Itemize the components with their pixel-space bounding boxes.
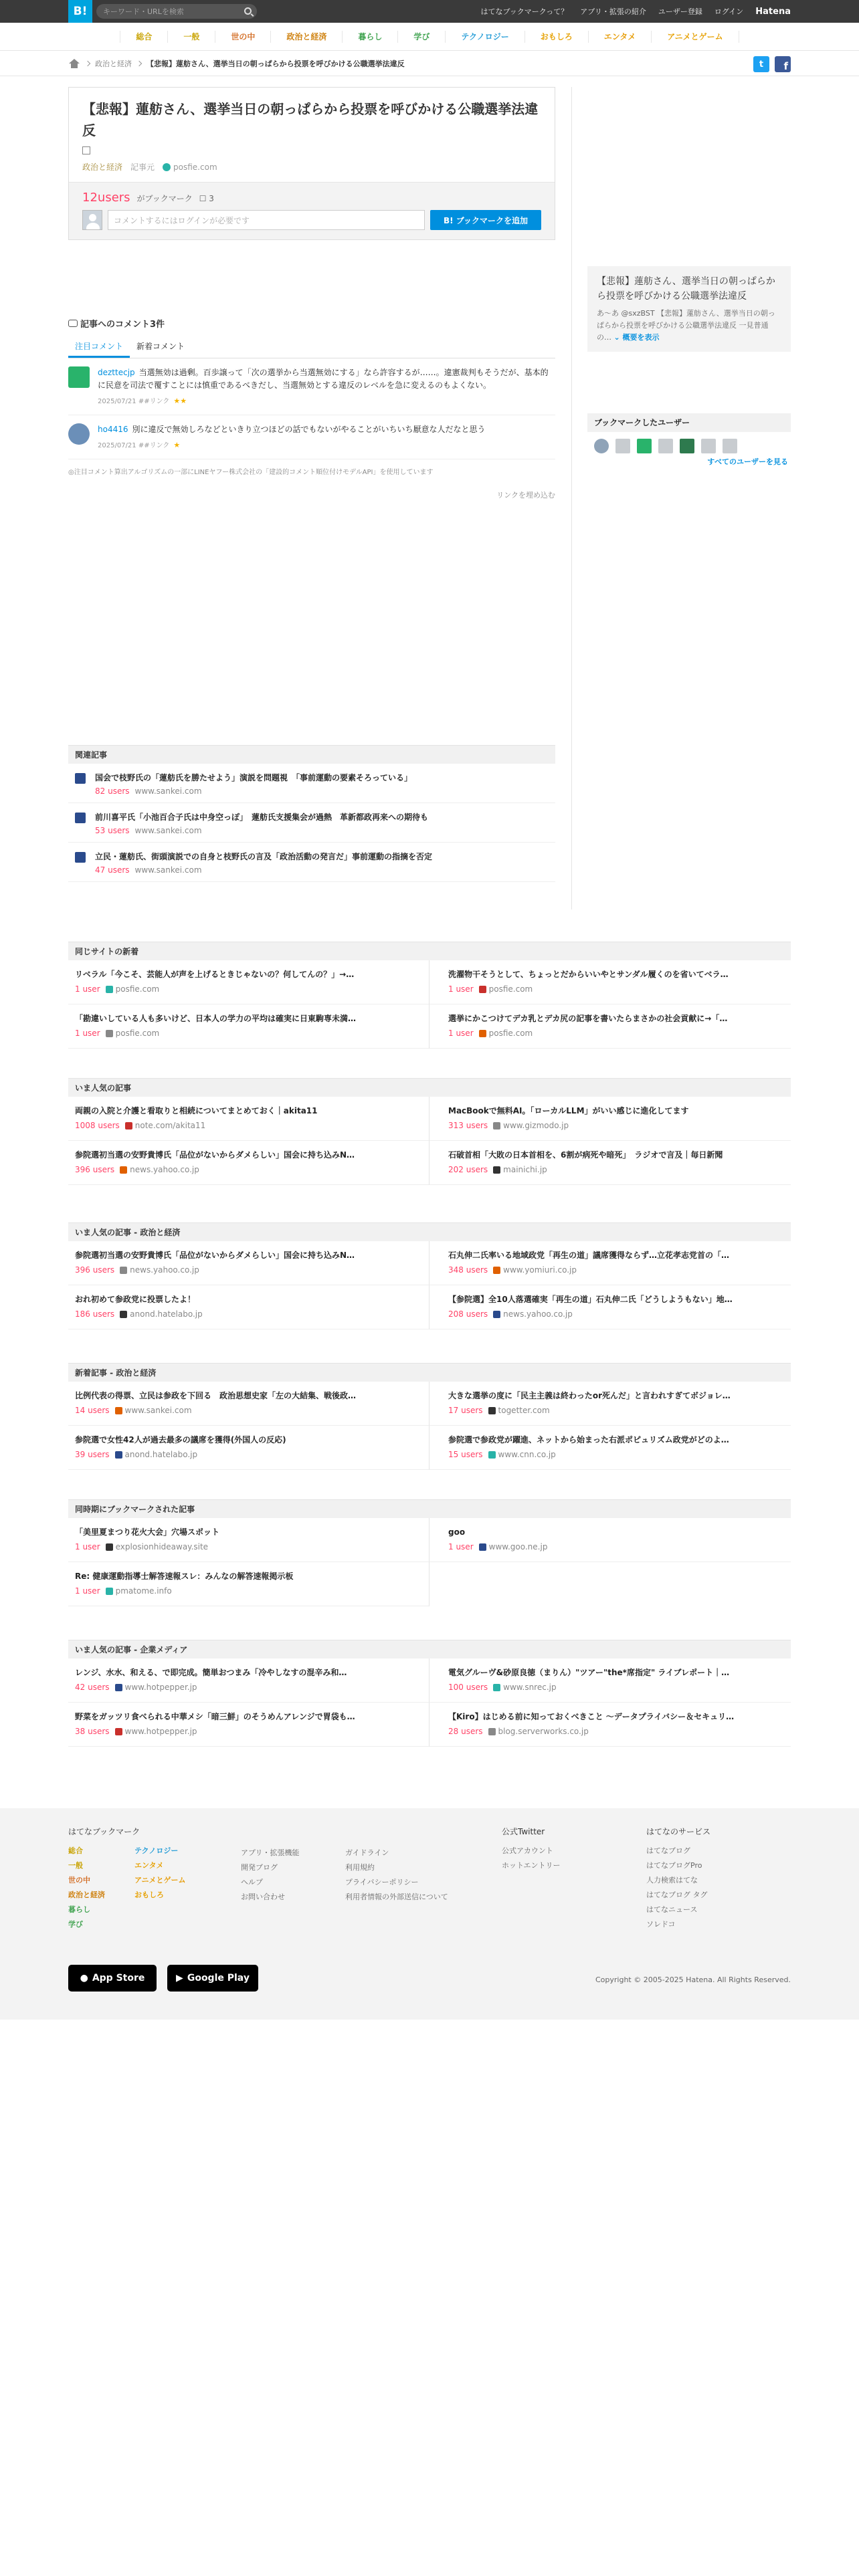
site-favicon-icon [479,1543,486,1551]
footer-link[interactable]: 政治と経済 [68,1891,105,1899]
article-users[interactable]: 1 user [75,984,100,994]
site-favicon-icon [75,773,86,784]
article-domain[interactable]: www.snrec.jp [503,1683,557,1692]
star-icon[interactable]: ★ [173,441,181,449]
article-item[interactable] [430,1004,791,1049]
user-avatar[interactable] [723,439,737,453]
category-5[interactable]: 学び [397,31,445,43]
comments-title: 記事へのコメント3件 [80,320,165,330]
footer-twitter-title: 公式Twitter [502,1827,545,1836]
article-users[interactable]: 14 users [75,1406,110,1415]
comment-text: 別に違反で無効しろなどといきり立つほどの話でもないがやることがいちいち厭意な人だなと思う [132,425,486,434]
comment-algorithm-note: ◎注目コメント算出アルゴリズムの一部にLINEヤフー株式会社の「建設的コメント順位付けモデルAPI」を使用しています [68,469,434,476]
entry-domain[interactable]: posfie.com [163,163,217,172]
related-domain[interactable]: www.sankei.com [134,786,202,796]
facebook-share-icon[interactable]: f [775,56,791,72]
article-users[interactable]: 1 user [448,984,474,994]
article-users[interactable]: 1 user [448,1542,474,1551]
article-users[interactable]: 17 users [448,1406,483,1415]
site-favicon-icon [106,1030,113,1037]
header-links [480,0,791,23]
copyright: Copyright © 2005-2025 Hatena. All Rights Reserved. [595,1975,791,1984]
site-favicon-icon [115,1684,122,1691]
footer-link[interactable]: 世の中 [68,1876,90,1885]
site-favicon-icon [106,1588,113,1595]
article-item[interactable] [68,1703,430,1747]
article-domain[interactable]: news.yahoo.co.jp [130,1165,199,1174]
app-store-badge[interactable]: ● App Store [68,1965,157,1992]
article-title[interactable]: 「勘違いしている人も多いけど、日本人の学力の平均は確実に日東駒専未満… [75,1014,357,1023]
search-input[interactable] [96,4,257,19]
article-domain[interactable]: www.sankei.com [124,1406,192,1415]
section-4 [68,1499,791,1606]
article-users[interactable]: 208 users [448,1309,488,1319]
footer-link[interactable]: おもしろ [134,1891,164,1899]
section-title: いま人気の記事 - 政治と経済 [68,1222,791,1241]
global-header [0,0,859,23]
footer-link[interactable]: ホットエントリー [502,1861,561,1870]
related-articles [68,745,555,882]
footer-link[interactable]: テクノロジー [134,1846,179,1855]
user-avatar[interactable] [701,439,716,453]
article-users[interactable]: 38 users [75,1727,110,1736]
article-domain[interactable]: posfie.com [488,984,533,994]
entry-box [68,87,555,240]
comment-date[interactable]: 2025/07/21 [98,398,136,405]
user-icons [587,432,791,456]
apple-icon: ● [80,1973,88,1983]
article-domain[interactable]: pmatome.info [115,1586,172,1596]
category-6[interactable]: テクノロジー [445,31,524,43]
site-favicon-icon [488,1728,496,1735]
bookmark-users-count[interactable]: 12users [82,191,130,205]
article-users[interactable]: 348 users [448,1265,488,1275]
google-play-badge[interactable]: ▶ Google Play [167,1965,258,1992]
breadcrumb-category[interactable]: 政治と経済 [95,60,132,68]
footer-link[interactable]: はてなブログ [646,1846,690,1855]
article-item[interactable] [430,1658,791,1703]
commenter-avatar[interactable] [68,366,90,388]
article-item[interactable] [68,1004,430,1049]
category-3[interactable]: 政治と経済 [270,31,342,43]
footer-link[interactable]: アニメとゲーム [134,1876,186,1885]
article-item[interactable] [430,1518,791,1562]
section-2 [68,1222,791,1329]
article-title[interactable]: おれ初めて参政党に投票したよ！ [75,1295,196,1304]
related-item[interactable] [68,764,555,803]
section-title: 同じサイトの新着 [68,942,791,960]
share-buttons [753,56,791,72]
article-item[interactable] [430,1285,791,1329]
footer-link[interactable]: ソレドコ [646,1920,676,1929]
section-1 [68,1078,791,1185]
signup-link[interactable]: ユーザー登録 [658,7,702,16]
related-users[interactable]: 47 users [95,865,130,875]
add-bookmark-button[interactable]: B! ブックマークを追加 [430,210,541,230]
entry-category[interactable]: 政治と経済 [82,163,123,172]
article-title[interactable]: MacBookで無料AI。「ローカルLLM」がいい感じに進化してます [448,1106,689,1115]
article-users[interactable]: 396 users [75,1165,115,1174]
comment-icon [68,320,78,327]
breadcrumb [68,51,405,76]
bookmarked-users [587,413,791,467]
article-domain[interactable]: explosionhideaway.site [115,1542,209,1551]
summary-text: あ～あ @sxzBST 【悲報】蓮舫さん、選挙当日の朝っぱらから投票を呼びかける公職選挙法違反 一見普通の… ⌄ 概要を表示 [597,309,775,342]
article-item[interactable] [68,1241,430,1285]
site-favicon-icon [479,1030,486,1037]
footer-link[interactable]: 利用規約 [345,1863,375,1872]
entry-title[interactable]: 【悲報】蓮舫さん、選挙当日の朝っぱらから投票を呼びかける公職選挙法違反 [82,101,539,138]
related-title[interactable]: 立民・蓮舫氏、街頭演説での自身と枝野氏の言及「政治活動の発言だ」事前運動の指摘を否定 [95,852,433,861]
footer-link[interactable]: 利用者情報の外部送信について [345,1893,448,1901]
article-domain[interactable]: www.goo.ne.jp [488,1542,548,1551]
footer [0,1808,859,2020]
site-favicon-icon [106,1543,113,1551]
login-link[interactable]: ログイン [714,7,744,16]
expand-summary-link[interactable]: ⌄ 概要を表示 [613,333,660,342]
article-users[interactable]: 1 user [75,1029,100,1038]
apps-link[interactable]: アプリ・拡張の紹介 [580,7,646,16]
category-4[interactable]: 暮らし [342,31,397,43]
footer-link[interactable]: エンタメ [134,1861,164,1870]
article-domain[interactable]: anond.hatelabo.jp [130,1309,203,1319]
domain-favicon-icon [163,163,171,171]
comment-count: ☐ 3 [199,194,214,203]
section-3 [68,1363,791,1470]
section-0 [68,942,791,1049]
comments-section [68,317,555,500]
article-title[interactable]: 参院選初当選の安野貴博氏「品位がないからダメらしい」国会に持ち込みN… [75,1251,355,1260]
main-column [68,87,555,875]
search-placeholder: キーワード・URLを検索 [103,7,184,16]
site-favicon-icon [75,813,86,823]
article-item[interactable] [430,960,791,1004]
play-icon: ▶ [176,1973,183,1983]
section-title: いま人気の記事 [68,1078,791,1097]
article-title[interactable]: 比例代表の得票、立民は参政を下回る 政治思想史家「左の大結集、戦後政… [75,1391,357,1400]
site-favicon-icon [106,986,113,993]
footer-link[interactable]: ガイドライン [345,1848,389,1857]
article-users[interactable]: 28 users [448,1727,483,1736]
footer-link[interactable]: はてなニュース [646,1905,698,1914]
summary-title[interactable]: 【悲報】蓮舫さん、選挙当日の朝っぱらから投票を呼びかける公職選挙法違反 [597,276,775,302]
footer-link[interactable]: 公式アカウント [502,1846,553,1855]
article-title[interactable]: 【参院選】全10人落選確実「再生の道」石丸伸二氏「どうしようもない」地… [448,1295,733,1304]
bookmark-label: がブックマーク [136,194,193,203]
footer-link[interactable]: 開発ブログ [241,1863,278,1872]
related-title: 関連記事 [68,745,555,764]
footer-link[interactable]: 暮らし [68,1905,90,1914]
section-title: 新着記事 - 政治と経済 [68,1363,791,1382]
article-domain[interactable]: posfie.com [488,1029,533,1038]
site-favicon-icon [115,1451,122,1459]
site-favicon-icon [115,1407,122,1414]
article-title[interactable]: レンジ、水水、和える、で即完成。簡単おつまみ「冷やしなすの混辛み和… [75,1668,347,1677]
article-item[interactable] [430,1241,791,1285]
chevron-right-icon [85,61,90,66]
search-icon[interactable] [244,7,252,15]
footer-bookmark-title: はてなブックマーク [68,1827,140,1836]
article-item[interactable] [68,1141,430,1185]
article-domain[interactable]: togetter.com [498,1406,550,1415]
article-domain[interactable]: www.gizmodo.jp [503,1121,569,1130]
article-users[interactable]: 42 users [75,1683,110,1692]
footer-link[interactable]: 学び [68,1920,83,1929]
category-9[interactable]: アニメとゲーム [651,31,739,43]
article-domain[interactable]: mainichi.jp [503,1165,547,1174]
article-users[interactable]: 186 users [75,1309,115,1319]
summary-card [587,266,791,352]
article-item[interactable] [68,1382,430,1426]
article-title[interactable]: 石丸伸二氏率いる地域政党「再生の道」議席獲得ならず…立花孝志党首の「… [448,1251,730,1260]
site-favicon-icon [125,1122,132,1130]
article-users[interactable]: 1 user [75,1542,100,1551]
article-domain[interactable]: www.hotpepper.jp [124,1683,197,1692]
article-item[interactable] [68,960,430,1004]
article-users[interactable]: 313 users [448,1121,488,1130]
article-domain[interactable]: www.hotpepper.jp [124,1727,197,1736]
article-item[interactable] [430,1426,791,1470]
related-domain[interactable]: www.sankei.com [134,826,202,835]
twitter-share-icon[interactable]: t [753,56,769,72]
site-favicon-icon [120,1311,127,1318]
chevron-right-icon [136,61,142,66]
article-users[interactable]: 1008 users [75,1121,120,1130]
category-1[interactable]: 一般 [167,31,215,43]
hatena-bookmark-logo[interactable]: B! [68,0,92,23]
breadcrumb-current: 【悲報】蓮舫さん、選挙当日の朝っぱらから投票を呼びかける公職選挙法違反 [147,60,405,68]
about-link[interactable]: はてなブックマークって？ [480,7,569,16]
site-favicon-icon [493,1166,500,1174]
footer-link[interactable]: 人力検索はてな [646,1876,698,1885]
star-icon[interactable]: ★★ [173,397,187,405]
article-users[interactable]: 1 user [75,1586,100,1596]
related-item[interactable] [68,843,555,882]
hatena-logo[interactable]: Hatena [755,6,791,17]
article-item[interactable] [430,1703,791,1747]
comment-link[interactable]: ##リンク [138,442,170,449]
related-item[interactable] [68,803,555,843]
footer-services-title: はてなのサービス [646,1827,711,1836]
footer-link[interactable]: 総合 [68,1846,83,1855]
site-favicon-icon [479,986,486,993]
site-favicon-icon [493,1122,500,1130]
embed-link[interactable]: リンクを埋め込む [496,491,555,500]
avatar [82,210,102,230]
article-users[interactable]: 100 users [448,1683,488,1692]
article-title[interactable]: 電気グルーヴ&砂原良徳（まりん）"ツアー"the*席指定" ライブレポート｜… [448,1668,730,1677]
category-nav [0,23,859,51]
article-item[interactable] [68,1562,430,1606]
article-users[interactable]: 202 users [448,1165,488,1174]
comment-item [68,415,555,459]
article-title[interactable]: 選挙にかこつけてデカ乳とデカ尻の記事を書いたらまさかの社会貢献に→「… [448,1014,728,1023]
tab-new-comments[interactable]: 新着コメント [136,342,185,351]
user-avatar[interactable] [637,439,652,453]
site-favicon-icon [120,1267,127,1274]
article-item[interactable] [68,1658,430,1703]
article-item[interactable] [430,1097,791,1141]
article-title[interactable]: 参院選初当選の安野貴博氏「品位がないからダメらしい」国会に持ち込みN… [75,1150,355,1160]
article-title[interactable]: 参院選で参政党が躍進、ネットから始まった右派ポピュリズム政党がどのよ… [448,1435,729,1444]
article-title[interactable]: goo [448,1527,466,1537]
article-domain[interactable]: news.yahoo.co.jp [503,1309,573,1319]
article-domain[interactable]: news.yahoo.co.jp [130,1265,199,1275]
section-title: 同時期にブックマークされた記事 [68,1499,791,1518]
article-domain[interactable]: posfie.com [115,1029,160,1038]
footer-link[interactable]: プライバシーポリシー [345,1878,419,1887]
category-0[interactable]: 総合 [120,31,167,43]
site-favicon-icon [493,1267,500,1274]
footer-link[interactable]: アプリ・拡張機能 [241,1848,300,1857]
article-domain[interactable]: blog.serverworks.co.jp [498,1727,589,1736]
user-avatar[interactable] [594,439,609,453]
tab-popular-comments[interactable]: 注目コメント [68,336,130,358]
user-avatar[interactable] [615,439,630,453]
article-domain[interactable]: note.com/akita11 [134,1121,206,1130]
commenter-avatar[interactable] [68,423,90,445]
article-users[interactable]: 396 users [75,1265,115,1275]
article-item[interactable] [68,1426,430,1470]
article-item[interactable] [68,1097,430,1141]
article-item[interactable] [68,1518,430,1562]
footer-link[interactable]: 一般 [68,1861,83,1870]
article-domain[interactable]: posfie.com [115,984,160,994]
related-users[interactable]: 53 users [95,826,130,835]
comment-text: 当選無効は過剰。百歩譲って「次の選挙から当選無効にする」なら許容するが……。違憲裁判もそうだが、基本的に民意を司法で覆すことには慎重であるべきだし、当選無効とする違反のレベルを急に変えるのもよくない。 [98,368,549,390]
site-favicon-icon [75,852,86,863]
section-title: いま人気の記事 - 企業メディア [68,1640,791,1658]
source-label: 記事元 [130,163,155,172]
article-title[interactable]: 石破首相「大敗の日本首相を、6割が病死や暗死」 ラジオで言及｜毎日新聞 [448,1150,723,1160]
footer-link[interactable]: ヘルプ [241,1878,263,1887]
site-favicon-icon [115,1728,122,1735]
article-title[interactable]: 野菜をガッツリ食べられる中華メシ「暗三鮮」のそうめんアレンジで胃袋も… [75,1712,355,1721]
site-favicon-icon [488,1451,496,1459]
comment-user[interactable]: dezttecjp [98,368,135,377]
footer-link[interactable]: お問い合わせ [241,1893,285,1901]
article-title[interactable]: 【Kiro】はじめる前に知っておくべきこと ～データプライバシー＆セキュリ… [448,1712,735,1721]
section-5 [68,1640,791,1747]
related-title[interactable]: 前川喜平氏「小池百合子氏は中身空っぽ」 蓮舫氏支援集会が過熱 革新都政再来への期待も [95,813,429,822]
comment-tabs [68,336,555,358]
site-favicon-icon [120,1166,127,1174]
article-title[interactable]: 洗濯物干そうとして、ちょっとだからいいやとサンダル履くのを省いてベラ… [448,970,729,979]
article-users[interactable]: 39 users [75,1450,110,1459]
related-title[interactable]: 国会で枝野氏の「蓮舫氏を勝たせよう」演説を問題視 「事前運動の要素そろっている」 [95,773,413,782]
article-users[interactable]: 15 users [448,1450,483,1459]
comment-date[interactable]: 2025/07/21 [98,442,136,449]
related-users[interactable]: 82 users [95,786,130,796]
user-avatar[interactable] [680,439,694,453]
article-item[interactable] [68,1285,430,1329]
article-title[interactable]: リベラル「今こそ、芸能人が声を上げるときじゃないの？何してんの？」→… [75,970,355,979]
article-domain[interactable]: www.yomiuri.co.jp [503,1265,577,1275]
article-domain[interactable]: anond.hatelabo.jp [124,1450,198,1459]
comment-user[interactable]: ho4416 [98,425,128,434]
comment-item [68,358,555,415]
article-title[interactable]: 「美里夏まつり花火大会」穴場スポット [75,1527,220,1537]
site-favicon-icon [493,1311,500,1318]
site-favicon-icon [493,1684,500,1691]
article-title[interactable]: 参院選で女性42人が過去最多の議席を獲得(外国人の反応) [75,1435,286,1444]
category-2[interactable]: 世の中 [215,31,270,43]
article-title[interactable]: Re: 健康運動指導士解答速報スレ：みんなの解答速報掲示板 [75,1572,294,1581]
article-item[interactable] [430,1141,791,1185]
category-8[interactable]: エンタメ [588,31,652,43]
comment-link[interactable]: ##リンク [138,398,170,405]
all-users-link[interactable]: すべてのユーザーを見る [707,457,788,466]
breadcrumb-bar [0,51,859,76]
user-avatar[interactable] [658,439,673,453]
related-domain[interactable]: www.sankei.com [134,865,202,875]
comment-input[interactable]: コメントするにはログインが必要です [108,210,425,230]
article-item[interactable] [430,1382,791,1426]
site-favicon-icon [488,1407,496,1414]
article-users[interactable]: 1 user [448,1029,474,1038]
article-domain[interactable]: www.cnn.co.jp [498,1450,556,1459]
category-7[interactable]: おもしろ [524,31,588,43]
home-icon[interactable] [68,59,80,68]
article-title[interactable]: 大きな選挙の度に「民主主義は終わったor死んだ」と言われすぎてボジョレ… [448,1391,731,1400]
external-link-icon[interactable] [82,146,90,154]
article-title[interactable]: 両親の入院と介護と看取りと相続についてまとめておく｜akita11 [75,1106,318,1115]
bookmarked-users-title: ブックマークしたユーザー [587,413,791,432]
footer-link[interactable]: はてなブログPro [646,1861,702,1870]
footer-link[interactable]: はてなブログ タグ [646,1891,708,1899]
